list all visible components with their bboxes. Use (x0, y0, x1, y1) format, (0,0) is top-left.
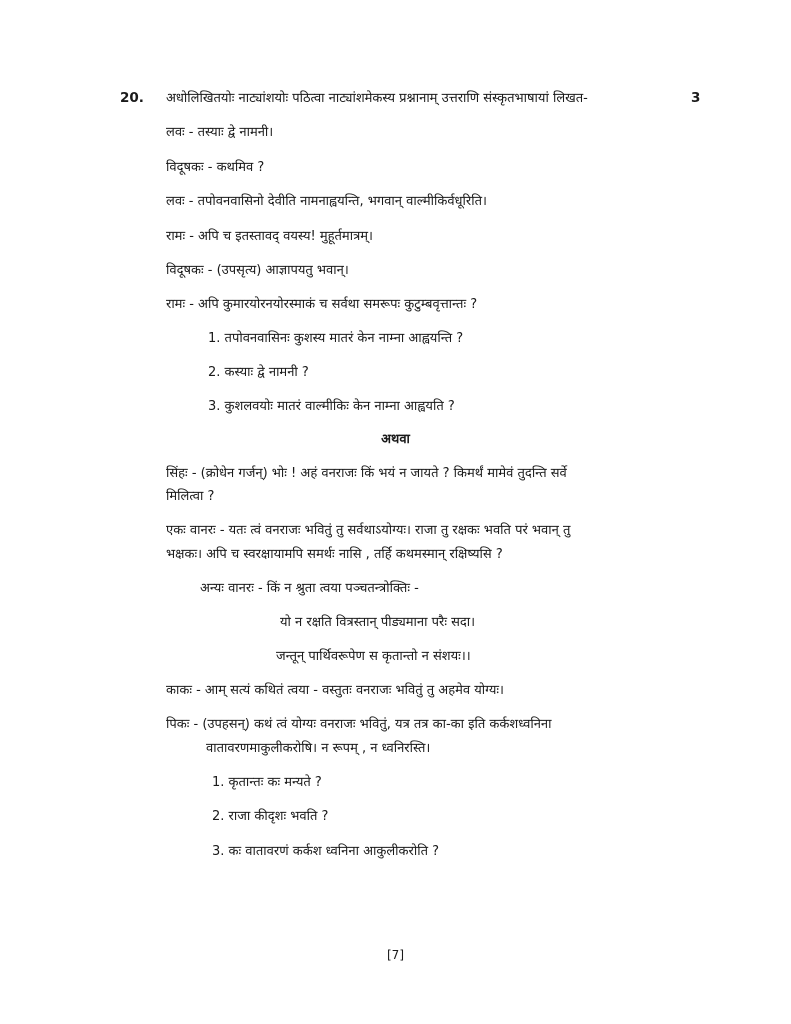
dialogue-line: विदूषकः - (उपसृत्य) आज्ञापयतु भवान्। (166, 263, 349, 278)
dialogue-line: विदूषकः - कथमिव ? (166, 160, 265, 175)
verse-line: जन्तून् पार्थिवरूपेण स कृतान्तो न संशयः।। (276, 649, 471, 664)
dialogue-line: वातावरणमाकुलीकरोषि। न रूपम् , न ध्वनिरस्ति। (206, 741, 431, 756)
dialogue-line: लवः - तपोवनवासिनो देवीति नामनाह्वयन्ति, भगवान् वाल्मीकिर्वधूरिति। (166, 194, 487, 209)
sub-question: 1. तपोवनवासिनः कुशस्य मातरं केन नाम्ना आह्वयन्ति ? (208, 331, 464, 346)
question-marks: 3 (691, 90, 701, 106)
or-divider: अथवा (381, 432, 410, 447)
dialogue-line: पिकः - (उपहसन्) कथं त्वं योग्यः वनराजः भवितुं, यत्र तत्र का-का इति कर्कशध्वनिना (166, 717, 552, 732)
verse-line: यो न रक्षति वित्रस्तान् पीड्यमाना परैः सदा। (280, 615, 476, 630)
dialogue-line: भक्षकः। अपि च स्वरक्षायामपि समर्थः नासि , तर्हि कथमस्मान् रक्षिष्यसि ? (166, 547, 503, 562)
dialogue-line: रामः - अपि कुमारयोरनयोरस्माकं च सर्वथा समरूपः कुटुम्बवृत्तान्तः ? (166, 297, 478, 312)
sub-question: 3. कः वातावरणं कर्कश ध्वनिना आकुलीकरोति ? (212, 844, 440, 859)
sub-question: 2. राजा कीदृशः भवति ? (212, 809, 329, 824)
dialogue-line: लवः - तस्याः द्वे नामनी। (166, 125, 274, 140)
sub-question: 1. कृतान्तः कः मन्यते ? (212, 775, 322, 790)
dialogue-line: रामः - अपि च इतस्तावद् वयस्य! मुहूर्तमात्रम्। (166, 229, 373, 244)
question-number: 20. (120, 90, 144, 106)
dialogue-line: मिलित्वा ? (166, 489, 215, 504)
dialogue-line: अन्यः वानरः - किं न श्रुता त्वया पञ्चतन्त्रोक्तिः - (200, 581, 419, 596)
sub-question: 3. कुशलवयोः मातरं वाल्मीकिः केन नाम्ना आह्वयति ? (208, 399, 455, 414)
question-instruction: अधोलिखितयोः नाट्यांशयोः पठित्वा नाट्यांशमेकस्य प्रश्नानाम् उत्तराणि संस्कृतभाषायां लिखत- (166, 91, 588, 106)
sub-question: 2. कस्याः द्वे नामनी ? (208, 365, 309, 380)
dialogue-line: सिंहः - (क्रोधेन गर्जन्) भोः ! अहं वनराजः किं भयं न जायते ? किमर्थं मामेवं तुदन्ति सर्वे (166, 466, 567, 481)
page-number: [7] (387, 948, 404, 962)
dialogue-line: काकः - आम् सत्यं कथितं त्वया - वस्तुतः वनराजः भवितुं तु अहमेव योग्यः। (166, 683, 504, 698)
dialogue-line: एकः वानरः - यतः त्वं वनराजः भवितुं तु सर्वथाऽयोग्यः। राजा तु रक्षकः भवति परं भवान् तु (166, 523, 571, 538)
